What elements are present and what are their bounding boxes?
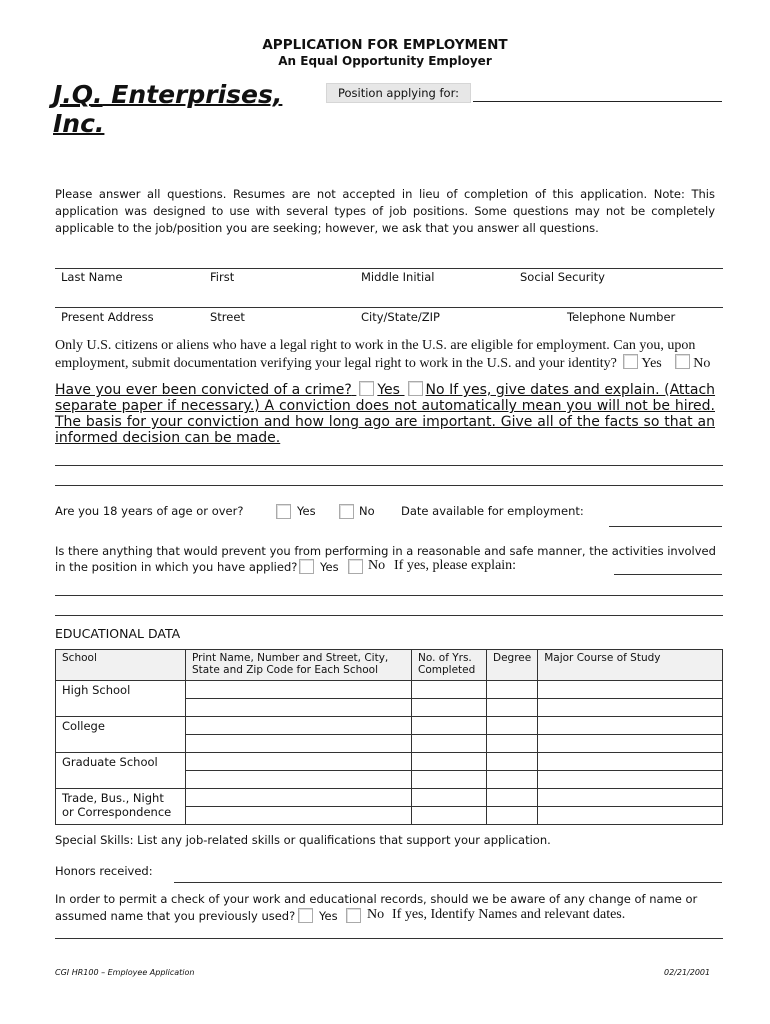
ability-question-line2: in the position in which you have applied?: [55, 560, 298, 574]
table-cell[interactable]: [186, 771, 412, 789]
name-change-question-line1: In order to permit a check of your work and educational records, should we be aware of any change of name or: [55, 892, 698, 906]
col-school: School: [56, 650, 186, 681]
conviction-question-text: Have you ever been convicted of a crime?: [55, 382, 352, 398]
name-change-yes-label: Yes: [319, 909, 338, 923]
age-no-checkbox[interactable]: [339, 504, 354, 519]
divider: [55, 307, 723, 308]
telephone-label: Telephone Number: [567, 310, 676, 324]
conviction-answer-line[interactable]: [55, 485, 723, 486]
table-row: [56, 753, 723, 771]
age-no-label: No: [359, 504, 375, 518]
company-name-line1: Enterprises,: [102, 80, 283, 109]
divider: [55, 268, 723, 269]
name-change-identify-label: If yes, Identify Names and relevant dates.: [392, 907, 626, 922]
conviction-question: [55, 381, 715, 446]
table-cell[interactable]: [412, 753, 487, 771]
ability-question-line1: Is there anything that would prevent you from performing in a reasonable and safe manner, the activities involved: [55, 544, 716, 558]
citizenship-yes-checkbox[interactable]: [623, 354, 638, 369]
date-available-line[interactable]: [609, 526, 722, 527]
company-name-line2: Inc.: [53, 109, 105, 138]
honors-label: Honors received:: [55, 864, 153, 878]
age-yes-label: Yes: [297, 504, 316, 518]
row-label-trade-school: Trade, Bus., Night or Correspondence: [56, 789, 186, 825]
ability-no-label: No: [368, 558, 386, 573]
ability-yes-checkbox[interactable]: [299, 559, 314, 574]
table-cell[interactable]: [412, 771, 487, 789]
first-name-label: First: [210, 270, 235, 284]
ability-explain-line[interactable]: [614, 574, 722, 575]
table-row: [56, 681, 723, 699]
social-security-label: Social Security: [520, 270, 605, 284]
table-cell[interactable]: [186, 789, 412, 807]
table-cell[interactable]: [186, 699, 412, 717]
citizenship-no-label: No: [693, 356, 711, 371]
table-cell[interactable]: [538, 717, 723, 735]
table-cell[interactable]: [487, 771, 538, 789]
citizenship-question: [55, 338, 715, 372]
table-cell[interactable]: [186, 753, 412, 771]
middle-initial-label: Middle Initial: [361, 270, 435, 284]
conviction-yes-checkbox[interactable]: [359, 381, 374, 396]
conviction-yes-label: Yes: [377, 382, 400, 398]
table-cell[interactable]: [487, 789, 538, 807]
table-cell[interactable]: [538, 789, 723, 807]
table-cell[interactable]: [487, 699, 538, 717]
table-cell[interactable]: [538, 807, 723, 825]
conviction-no-label: No: [425, 382, 445, 398]
table-cell[interactable]: [487, 753, 538, 771]
table-row: [56, 789, 723, 807]
table-cell[interactable]: [487, 807, 538, 825]
table-cell[interactable]: [412, 717, 487, 735]
table-cell[interactable]: [412, 807, 487, 825]
age-question: Are you 18 years of age or over?: [55, 504, 244, 518]
name-change-no-checkbox[interactable]: [346, 908, 361, 923]
ability-answer-line[interactable]: [55, 615, 723, 616]
ability-yes-label: Yes: [320, 560, 339, 574]
row-label-college: College: [56, 717, 186, 753]
table-row: [56, 717, 723, 735]
name-change-no-label: No: [367, 907, 385, 922]
name-change-question-line2: assumed name that you previously used?: [55, 909, 296, 923]
table-cell[interactable]: [186, 717, 412, 735]
table-cell[interactable]: [538, 771, 723, 789]
company-name: [53, 80, 282, 138]
present-address-label: Present Address: [61, 310, 154, 324]
instructions-paragraph: Please answer all questions. Resumes are not accepted in lieu of completion of this application. Note: This application was designed to use with several types of job positions. Some questions may not be completely applicable to the job/position you are seeking; however, we ask that you answer all questions.: [55, 187, 715, 235]
education-section-title: EDUCATIONAL DATA: [55, 626, 181, 641]
name-change-yes-checkbox[interactable]: [298, 908, 313, 923]
table-cell[interactable]: [412, 735, 487, 753]
ability-answer-line[interactable]: [55, 595, 723, 596]
conviction-no-checkbox[interactable]: [408, 381, 423, 396]
conviction-answer-line[interactable]: [55, 465, 723, 466]
position-input-line[interactable]: [473, 101, 722, 102]
form-subtitle: An Equal Opportunity Employer: [278, 54, 492, 68]
table-cell[interactable]: [487, 681, 538, 699]
table-cell[interactable]: [538, 681, 723, 699]
last-name-label: Last Name: [61, 270, 123, 284]
citizenship-yes-label: Yes: [641, 356, 662, 371]
form-title: APPLICATION FOR EMPLOYMENT: [262, 37, 508, 53]
table-cell[interactable]: [412, 699, 487, 717]
ability-no-checkbox[interactable]: [348, 559, 363, 574]
table-cell[interactable]: [487, 717, 538, 735]
form-id: CGI HR100 – Employee Application: [55, 968, 195, 977]
street-label: Street: [210, 310, 245, 324]
row-label-high-school: High School: [56, 681, 186, 717]
table-cell[interactable]: [186, 807, 412, 825]
table-header-row: [56, 650, 723, 681]
col-school-address: Print Name, Number and Street, City, State and Zip Code for Each School: [186, 650, 412, 681]
table-cell[interactable]: [186, 681, 412, 699]
col-major: Major Course of Study: [538, 650, 723, 681]
position-label: Position applying for:: [326, 83, 471, 103]
table-cell[interactable]: [412, 681, 487, 699]
table-cell[interactable]: [412, 789, 487, 807]
form-date: 02/21/2001: [664, 968, 711, 977]
table-cell[interactable]: [538, 753, 723, 771]
table-cell[interactable]: [186, 735, 412, 753]
citizenship-question-text: Only U.S. citizens or aliens who have a legal right to work in the U.S. are eligible for employment. Can you, upon employment, submit documentation verifying your legal right to work in the U.S. and your identity?: [55, 338, 696, 371]
citizenship-no-checkbox[interactable]: [675, 354, 690, 369]
honors-input-line[interactable]: [174, 882, 722, 883]
col-years-completed: No. of Yrs. Completed: [412, 650, 487, 681]
table-cell[interactable]: [538, 699, 723, 717]
table-cell[interactable]: [538, 735, 723, 753]
date-available-label: Date available for employment:: [401, 504, 584, 518]
conviction-instructions: If yes, give dates and explain. (Attach separate paper if necessary.) A conviction does not automatically mean you will not be hired. The basis for your conviction and how long ago are important. Give all of the facts so that an informed decision can be made.: [55, 382, 716, 446]
company-initials: J.Q.: [53, 80, 103, 109]
table-cell[interactable]: [487, 735, 538, 753]
col-degree: Degree: [487, 650, 538, 681]
special-skills-label: Special Skills: List any job-related skills or qualifications that support your application.: [55, 833, 551, 847]
age-yes-checkbox[interactable]: [276, 504, 291, 519]
ability-explain-label: If yes, please explain:: [394, 558, 517, 573]
education-table: [55, 649, 723, 825]
row-label-graduate-school: Graduate School: [56, 753, 186, 789]
name-change-answer-line[interactable]: [55, 938, 723, 939]
city-state-zip-label: City/State/ZIP: [361, 310, 440, 324]
